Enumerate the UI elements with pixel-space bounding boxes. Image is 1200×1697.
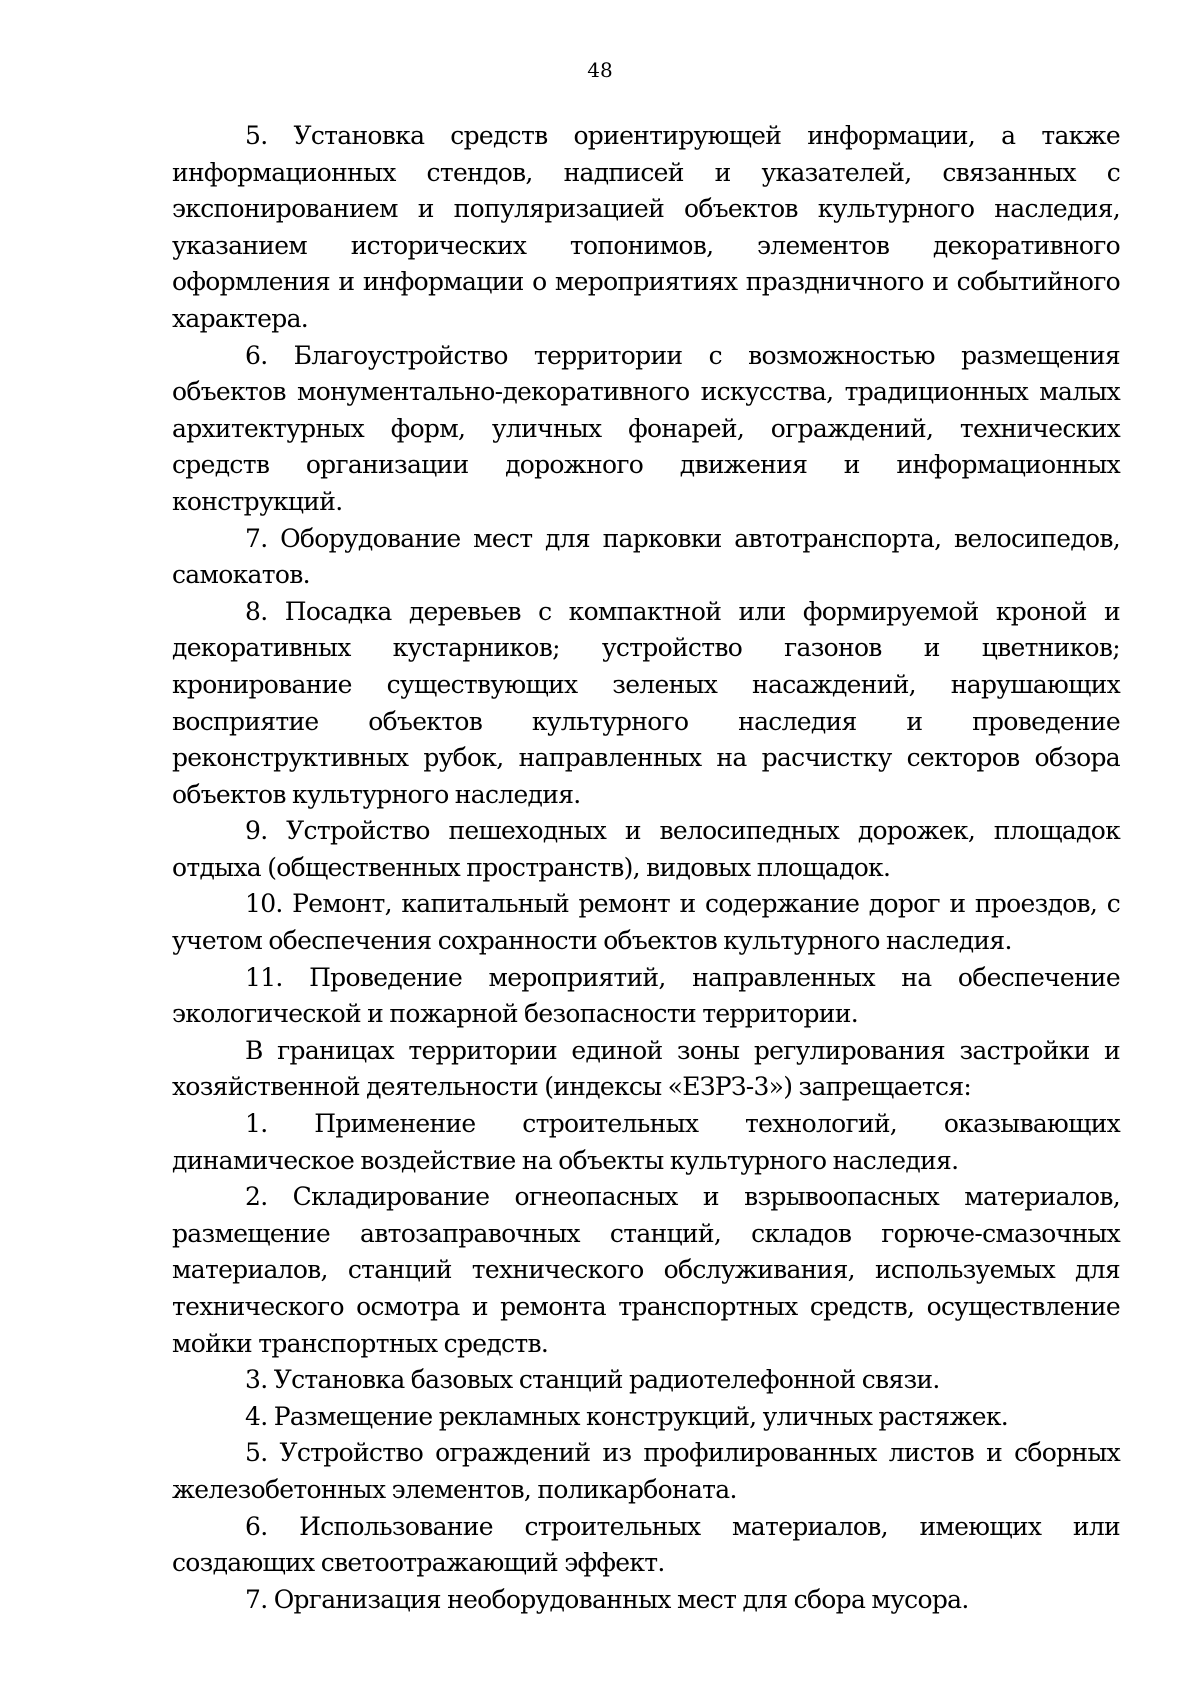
prohibition-item-4: 4. Размещение рекламных конструкций, уличных растяжек. bbox=[245, 1401, 1009, 1431]
paragraph-item-5: 5. Установка средств ориентирующей информации, а также информационных стендов, надписей и указателей, связанных с экспонированием и популяризацией объектов культурного наследия, указанием исторических топонимов, элементов декоративного оформления и информации о мероприятиях праздничного и событийного характера. bbox=[172, 121, 1120, 333]
prohibition-intro: В границах территории единой зоны регулирования застройки и хозяйственной деятельности (индексы «ЕЗРЗ-3») запрещается: bbox=[172, 1035, 1120, 1102]
prohibition-item-1: 1. Применение строительных технологий, оказывающих динамическое воздействие на объекты культурного наследия. bbox=[172, 1109, 1120, 1175]
prohibition-item-5: 5. Устройство ограждений из профилированных листов и сборных железобетонных элементов, поликарбоната. bbox=[172, 1438, 1120, 1504]
paragraph-item-7: 7. Оборудование мест для парковки автотранспорта, велосипедов, самокатов. bbox=[172, 523, 1120, 590]
prohibition-item-7: 7. Организация необорудованных мест для сбора мусора. bbox=[245, 1584, 969, 1614]
prohibition-item-3: 3. Установка базовых станций радиотелефонной связи. bbox=[245, 1365, 940, 1395]
page-number: 48 bbox=[587, 58, 613, 82]
paragraph-item-10: 10. Ремонт, капитальный ремонт и содержание дорог и проездов, с учетом обеспечения сохранности объектов культурного наследия. bbox=[172, 889, 1120, 956]
paragraph-item-9: 9. Устройство пешеходных и велосипедных дорожек, площадок отдыха (общественных пространств), видовых площадок. bbox=[172, 816, 1120, 882]
prohibition-item-6: 6. Использование строительных материалов, имеющих или создающих светоотражающий эффект. bbox=[172, 1511, 1120, 1578]
document-body bbox=[172, 118, 1120, 1618]
prohibition-item-2: 2. Складирование огнеопасных и взрывоопасных материалов, размещение автозаправочных станций, складов горюче-смазочных материалов, станций технического обслуживания, используемых для технического осмотра и ремонта транспортных средств, осуществление мойки транспортных средств. bbox=[172, 1182, 1120, 1358]
paragraph-item-8: 8. Посадка деревьев с компактной или формируемой кроной и декоративных кустарников; устройство газонов и цветников; кронирование существующих зеленых насаждений, нарушающих восприятие объектов культурного наследия и проведение реконструктивных рубок, направленных на расчистку секторов обзора объектов культурного наследия. bbox=[172, 596, 1120, 809]
paragraph-item-11: 11. Проведение мероприятий, направленных на обеспечение экологической и пожарной безопасности территории. bbox=[172, 962, 1120, 1029]
paragraph-item-6: 6. Благоустройство территории с возможностью размещения объектов монументально-декоративного искусства, традиционных малых архитектурных форм, уличных фонарей, ограждений, технических средств организации дорожного движения и информационных конструкций. bbox=[172, 340, 1120, 516]
